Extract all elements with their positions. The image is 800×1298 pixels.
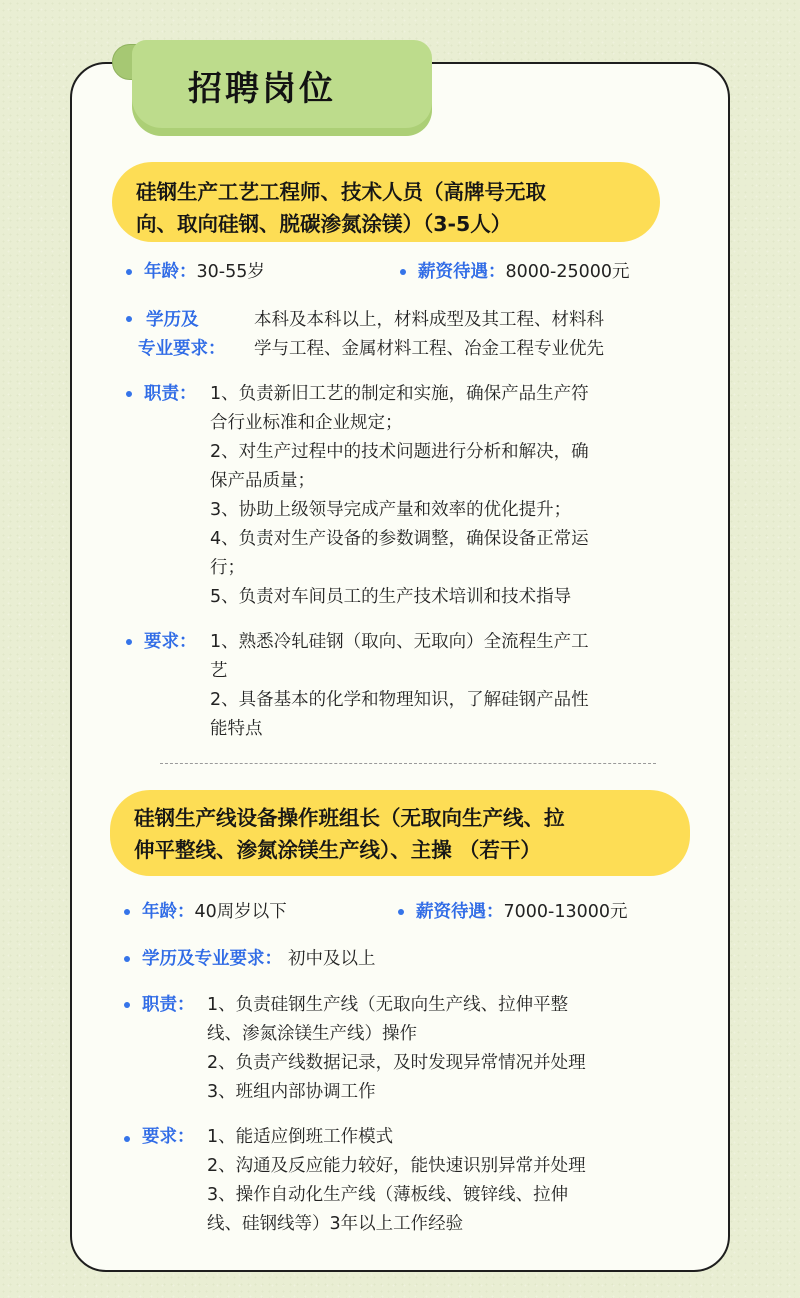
bullet-dot (400, 269, 406, 275)
duty-line: 保产品质量； (210, 471, 315, 491)
bullet-dot (124, 956, 130, 962)
position-1-title-line: 硅钢生产工艺工程师、技术人员（高牌号无取 (136, 180, 546, 204)
duty-line: 线、渗氮涂镁生产线）操作 (207, 1024, 417, 1044)
req-line: 2、沟通及反应能力较好，能快速识别异常并处理 (207, 1156, 586, 1176)
age-label: 年龄： (142, 902, 195, 922)
req-line: 能特点 (210, 719, 263, 739)
edu-line: 本科及本科以上，材料成型及其工程、材料科 (254, 310, 604, 330)
bullet-dot (126, 316, 132, 322)
position-1-req-label: 要求： (144, 632, 197, 652)
position-1-salary (418, 258, 630, 287)
position-1-duty-label: 职责： (144, 384, 197, 404)
duty-line: 1、负责硅钢生产线（无取向生产线、拉伸平整 (207, 995, 569, 1015)
req-line: 3、操作自动化生产线（薄板线、镀锌线、拉伸 (207, 1185, 569, 1205)
duty-line: 3、班组内部协调工作 (207, 1082, 376, 1102)
edu-value: 初中及以上 (288, 949, 376, 969)
age-label: 年龄： (144, 262, 197, 282)
duty-line: 4、负责对生产设备的参数调整，确保设备正常运 (210, 529, 589, 549)
position-2-duty-label: 职责： (142, 995, 195, 1015)
bullet-dot (124, 1002, 130, 1008)
position-2-title-line: 伸平整线、渗氮涂镁生产线）、主操 （若干） (134, 838, 541, 862)
salary-value: 8000-25000元 (505, 262, 630, 282)
bullet-dot (126, 391, 132, 397)
bullet-dot (126, 269, 132, 275)
position-1-edu-value (254, 306, 604, 364)
position-2-title-banner (110, 790, 690, 876)
duty-line: 合行业标准和企业规定； (210, 413, 403, 433)
bullet-dot (126, 639, 132, 645)
age-value: 40周岁以下 (194, 902, 287, 922)
position-2-req-label: 要求： (142, 1127, 195, 1147)
req-line: 1、熟悉冷轧硅钢（取向、无取向）全流程生产工 (210, 632, 589, 652)
position-1-title-banner (112, 162, 660, 242)
position-2-age (142, 898, 287, 927)
section-divider (160, 763, 656, 764)
position-2-req-list (207, 1123, 586, 1239)
position-1-edu-label (138, 306, 254, 364)
edu-label: 学历及专业要求： (142, 949, 282, 969)
edu-line: 学与工程、金属材料工程、冶金工程专业优先 (254, 339, 604, 359)
position-1-req-list (210, 628, 589, 744)
page-title: 招聘岗位 (188, 68, 336, 109)
position-2-duty-list (207, 991, 586, 1107)
position-2-title-line: 硅钢生产线设备操作班组长（无取向生产线、拉 (134, 806, 565, 830)
bullet-dot (398, 909, 404, 915)
position-1-duty-list (210, 380, 589, 612)
title-ribbon (132, 40, 432, 136)
duty-line: 行； (210, 558, 245, 578)
position-1-title-line: 向、取向硅钢、脱碳渗氮涂镁）（3-5人） (136, 212, 512, 236)
duty-line: 2、负责产线数据记录，及时发现异常情况并处理 (207, 1053, 586, 1073)
salary-value: 7000-13000元 (503, 902, 628, 922)
edu-label-line: 专业要求： (138, 339, 226, 359)
position-1-age (144, 258, 265, 287)
req-line: 线、硅钢线等）3年以上工作经验 (207, 1214, 464, 1234)
position-2-edu (142, 945, 376, 974)
bullet-dot (124, 909, 130, 915)
salary-label: 薪资待遇： (416, 902, 504, 922)
age-value: 30-55岁 (196, 262, 265, 282)
edu-label-line: 学历及 (146, 310, 199, 330)
req-line: 1、能适应倒班工作模式 (207, 1127, 394, 1147)
duty-line: 2、对生产过程中的技术问题进行分析和解决，确 (210, 442, 589, 462)
req-line: 2、具备基本的化学和物理知识，了解硅钢产品性 (210, 690, 589, 710)
position-2-salary (416, 898, 628, 927)
salary-label: 薪资待遇： (418, 262, 506, 282)
bullet-dot (124, 1136, 130, 1142)
req-line: 艺 (210, 661, 228, 681)
duty-line: 3、协助上级领导完成产量和效率的优化提升； (210, 500, 572, 520)
duty-line: 5、负责对车间员工的生产技术培训和技术指导 (210, 587, 572, 607)
duty-line: 1、负责新旧工艺的制定和实施，确保产品生产符 (210, 384, 589, 404)
